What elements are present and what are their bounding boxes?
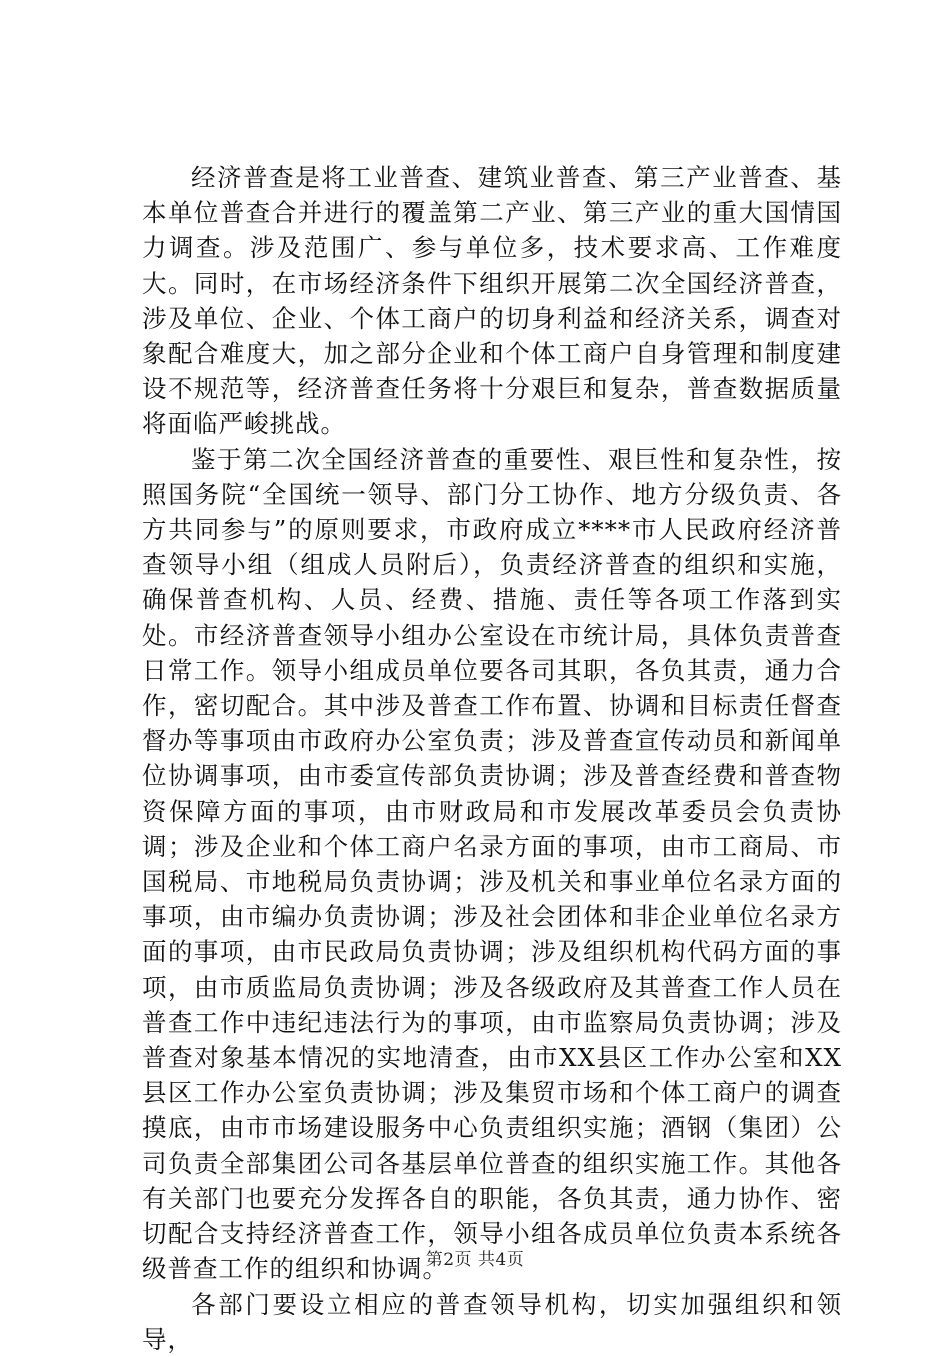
document-body (142, 160, 842, 1357)
paragraph-2: 鉴于第二次全国经济普查的重要性、艰巨性和复杂性，按照国务院“全国统一领导、部门分工协作、地方分级负责、各方共同参与”的原则要求，市政府成立****市人民政府经济普查领导小组（组成人员附后），负责经济普查的组织和实施，确保普查机构、人员、经费、措施、责任等各项工作落到实处。市经济普查领导小组办公室设在市统计局，具体负责普查日常工作。领导小组成员单位要各司其职，各负其责，通力合作，密切配合。其中涉及普查工作布置、协调和目标责任督查督办等事项由市政府办公室负责；涉及普查宣传动员和新闻单位协调事项，由市委宣传部负责协调；涉及普查经费和普查物资保障方面的事项，由市财政局和市发展改革委员会负责协调；涉及企业和个体工商户名录方面的事项，由市工商局、市国税局、市地税局负责协调；涉及机关和事业单位名录方面的事项，由市编办负责协调；涉及社会团体和非企业单位名录方面的事项，由市民政局负责协调；涉及组织机构代码方面的事项，由市质监局负责协调；涉及各级政府及其普查工作人员在普查工作中违纪违法行为的事项，由市监察局负责协调；涉及普查对象基本情况的实地清查，由市XX县区工作办公室和XX县区工作办公室负责协调；涉及集贸市场和个体工商户的调查摸底，由市市场建设服务中心负责组织实施；酒钢（集团）公司负责全部集团公司各基层单位普查的组织实施工作。其他各有关部门也要充分发挥各自的职能，各负其责，通力协作、密切配合支持经济普查工作，领导小组各成员单位负责本系统各级普查工作的组织和协调。 (142, 444, 842, 1284)
page-number-footer: 第2页 共4页 (425, 1250, 525, 1270)
paragraph-3: 各部门要设立相应的普查领导机构，切实加强组织和领导， (142, 1289, 842, 1354)
paragraph-1: 经济普查是将工业普查、建筑业普查、第三产业普查、基本单位普查合并进行的覆盖第二产业、第三产业的重大国情国力调查。涉及范围广、参与单位多，技术要求高、工作难度大。同时，在市场经济条件下组织开展第二次全国经济普查，涉及单位、企业、个体工商户的切身利益和经济关系，调查对象配合难度大，加之部分企业和个体工商户自身管理和制度建设不规范等，经济普查任务将十分艰巨和复杂，普查数据质量将面临严峻挑战。 (142, 163, 842, 439)
